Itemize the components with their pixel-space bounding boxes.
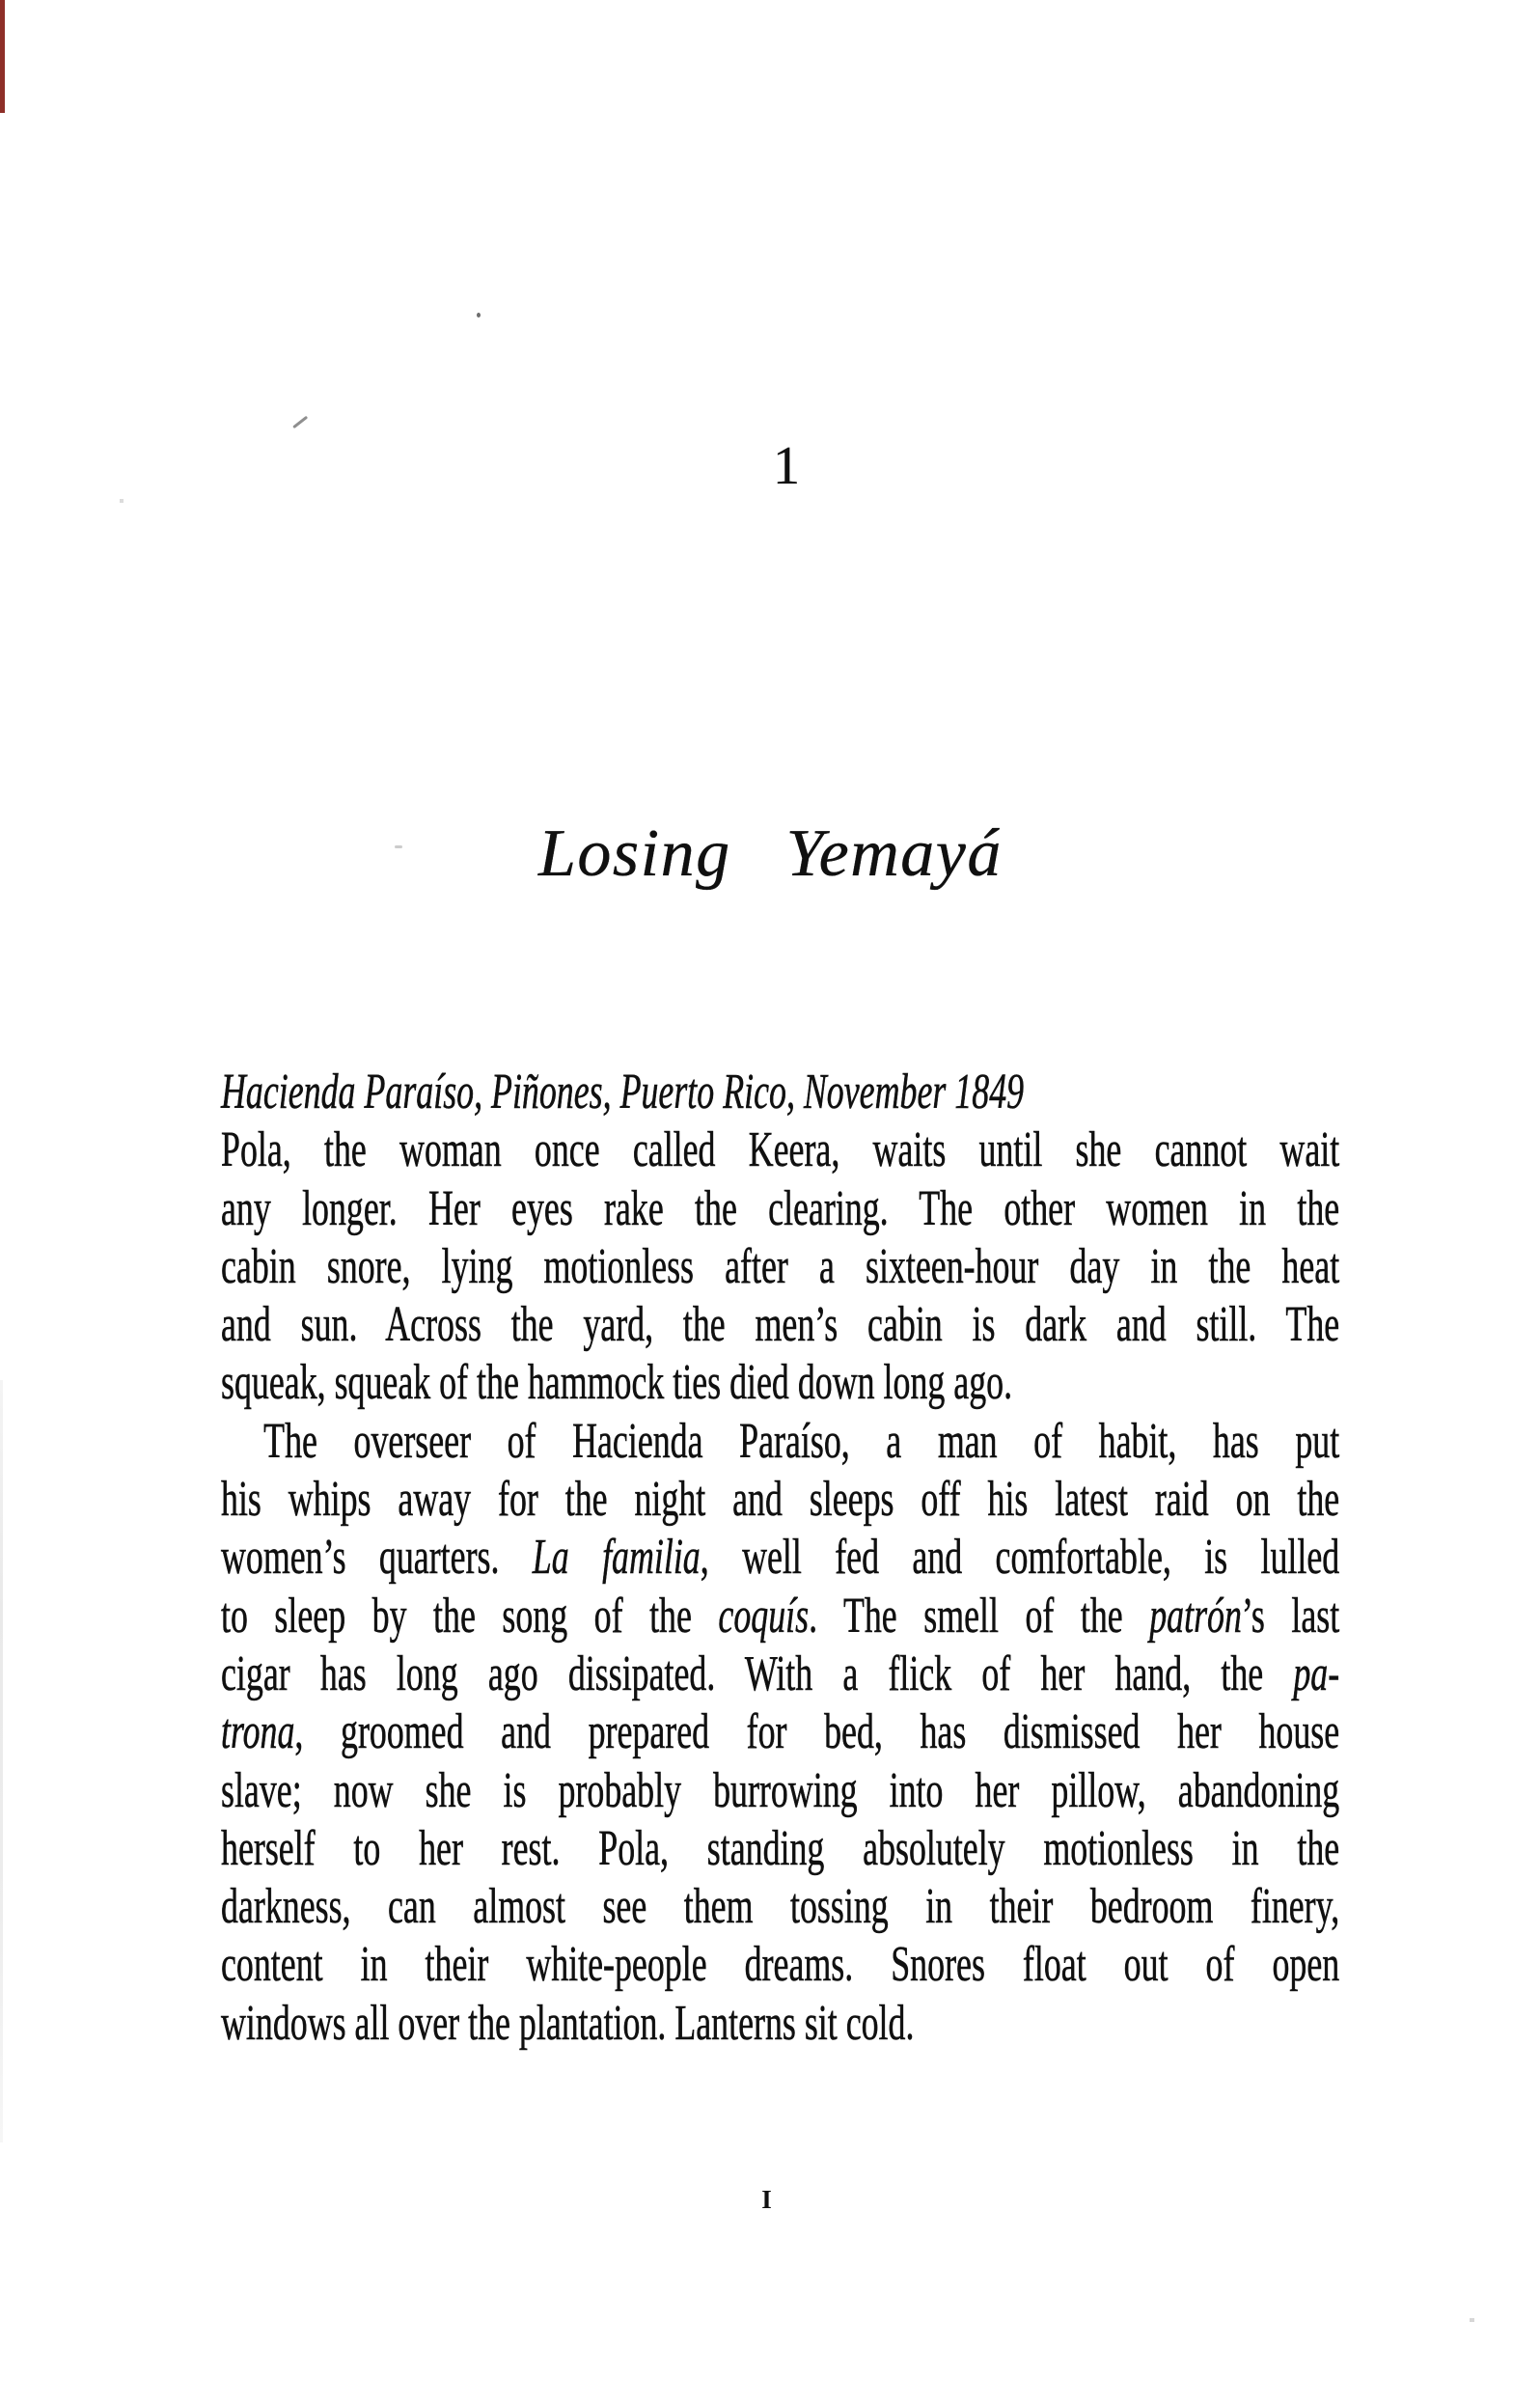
text-segment: cigar has long ago dissipated. With a flick of her hand, the [221,1645,1294,1701]
text-segment: cabin snore, lying motionless after a sixteen-hour day in the heat [221,1238,1340,1294]
scan-artifact-speck [1470,2318,1474,2322]
body-line [221,1471,1339,1529]
body-line [221,1354,1339,1412]
text-segment: content in their white-people dreams. Snores float out of open [221,1937,1340,1993]
text-segment: The overseer of Hacienda Paraíso, a man of habit, has put [263,1413,1340,1469]
text-segment: squeak, squeak of the hammock ties died down long ago. [221,1355,1013,1411]
text-segment: his whips away for the night and sleeps off his latest raid on the [221,1472,1340,1528]
scan-artifact-speck [120,499,124,503]
text-segment: , groomed and prepared for bed, has dismissed her house [294,1704,1340,1760]
body-line [221,1645,1339,1703]
text-segment: ’s last [1241,1588,1340,1644]
scan-artifact-edge-shadow [0,1380,3,2142]
scan-artifact-red-edge [0,0,5,113]
italic-phrase: pa- [1293,1645,1340,1701]
italic-phrase: trona [221,1704,295,1760]
text-segment: Pola, the woman once called Keera, waits until she cannot wait [221,1122,1340,1178]
scan-artifact-speck [395,845,402,848]
body-line [221,1936,1339,1994]
text-segment: any longer. Her eyes rake the clearing. The other women in the [221,1180,1340,1236]
text-segment: windows all over the plantation. Lanterns sit cold. [221,1995,915,2051]
body-line [221,1995,1339,2053]
body-line [221,1238,1339,1296]
text-segment: darkness, can almost see them tossing in their bedroom finery, [221,1879,1340,1935]
text-segment: . The smell of the [809,1588,1150,1644]
body-line [221,1121,1339,1179]
text-segment: , well fed and comfortable, is lulled [700,1530,1340,1586]
body-line [221,1180,1339,1238]
body-line [221,1820,1339,1878]
body-line [221,1703,1339,1761]
body-line [221,1413,1339,1471]
italic-phrase: coquís [718,1588,810,1644]
chapter-title: Losing Yemayá [538,816,1003,891]
body-paragraphs [221,1121,1339,2053]
text-segment: women’s quarters. [221,1530,533,1586]
scan-artifact-slash-mark [292,416,308,428]
body-line [221,1529,1339,1587]
dateline: Hacienda Paraíso, Piñones, Puerto Rico, November 1849 [221,1064,1025,1120]
body-line [221,1296,1339,1354]
italic-phrase: patrón [1149,1588,1242,1644]
body-line [221,1588,1339,1645]
scan-artifact-dot [477,313,481,318]
body-line [221,1878,1339,1936]
text-segment: herself to her rest. Pola, standing absolutely motionless in the [221,1820,1340,1876]
body-text-column [221,1064,1339,2053]
chapter-number: 1 [773,436,800,496]
italic-phrase: La familia [532,1530,701,1586]
body-line [221,1762,1339,1820]
text-segment: and sun. Across the yard, the men’s cabin is dark and still. The [221,1297,1340,1353]
page-number: I [761,2185,773,2214]
text-segment: slave; now she is probably burrowing into her pillow, abandoning [221,1762,1340,1818]
text-segment: to sleep by the song of the [221,1588,719,1644]
